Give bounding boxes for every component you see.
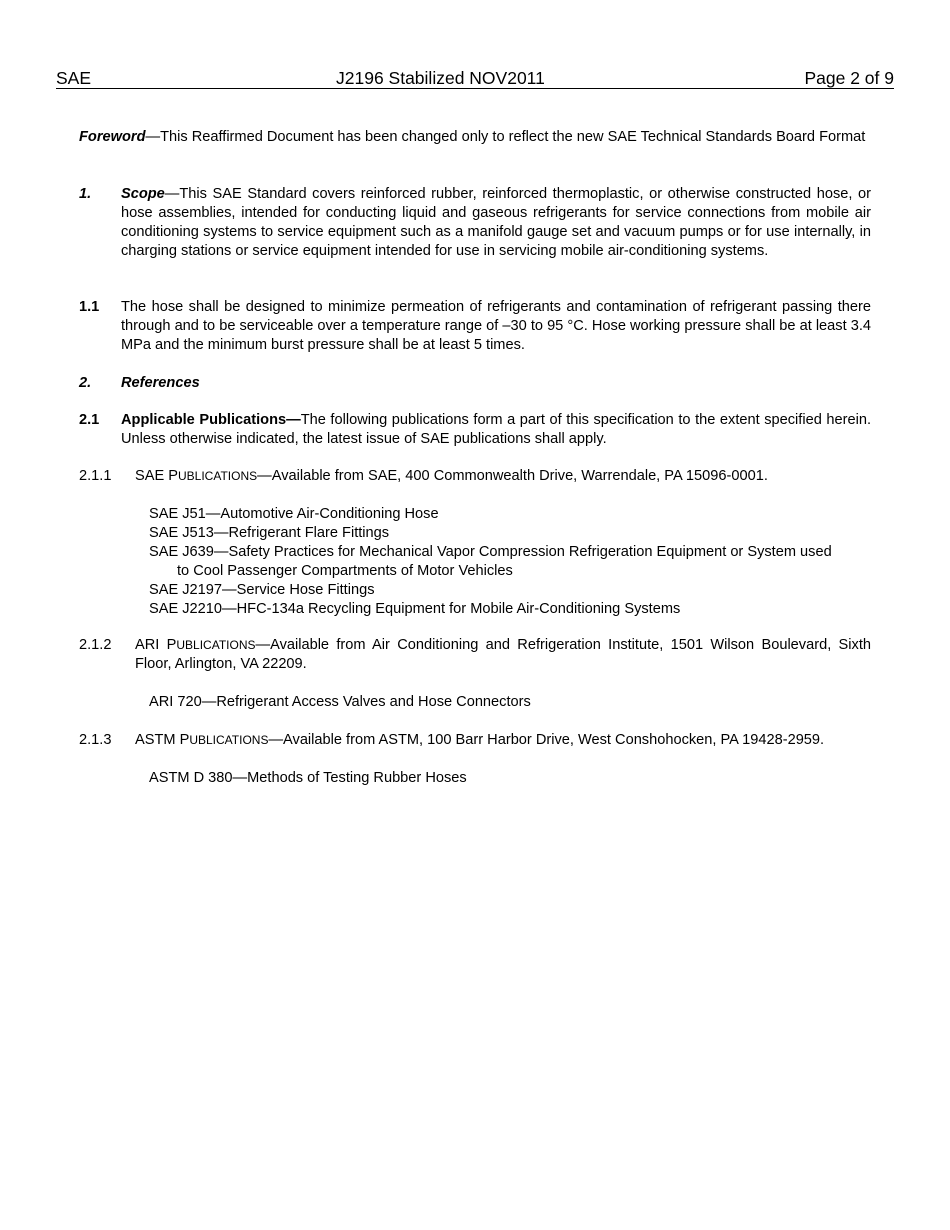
- scope-number: 1.: [79, 186, 92, 202]
- astm-publications-text: —Available from ASTM, 100 Barr Harbor Drive, West Conshohocken, PA 19428-2959.: [268, 732, 825, 748]
- scope-paragraph: [121, 185, 871, 261]
- reference-item: SAE J2197—Service Hose Fittings: [149, 582, 375, 598]
- ari-publications-org: ARI P: [135, 637, 177, 653]
- section-2-1-1-paragraph: [135, 467, 871, 486]
- section-2-1-label: Applicable Publications—: [121, 412, 301, 428]
- references-heading: References: [121, 375, 200, 391]
- reference-item: SAE J513—Refrigerant Flare Fittings: [149, 525, 390, 541]
- scope-label: Scope: [121, 186, 165, 202]
- section-2-1-number: 2.1: [79, 412, 100, 428]
- scope-text: —This SAE Standard covers reinforced rubber, reinforced thermoplastic, or otherwise constructed hose, or hose assemblies, intended for conducting liquid and gaseous refrigerants for service connections from mobile air conditioning systems to service equipment such as a manifold gauge set and vacuum pumps or for use internally, in charging stations or service equipment intended for use in servicing mobile air-conditioning systems.: [121, 186, 871, 259]
- astm-publications-smallcaps: UBLICATIONS: [189, 733, 269, 747]
- section-2-1-text: The following publications form a part of this specification to the extent specified herein. Unless otherwise indicated, the latest issue of SAE publications shall apply.: [121, 412, 871, 447]
- page-header: [56, 68, 894, 89]
- section-2-1-3-paragraph: [135, 731, 871, 750]
- header-org: SAE: [56, 68, 92, 88]
- astm-publications-org: ASTM P: [135, 732, 190, 748]
- ari-publications-text: —Available from Air Conditioning and Refrigeration Institute, 1501 Wilson Boulevard, Sixth Floor, Arlington, VA 22209.: [135, 637, 871, 672]
- foreword-label: Foreword: [79, 129, 146, 145]
- section-2-1-2-number: 2.1.2: [79, 637, 112, 653]
- reference-item: ASTM D 380—Methods of Testing Rubber Hoses: [149, 770, 467, 786]
- section-2-1-1-number: 2.1.1: [79, 468, 112, 484]
- reference-item: SAE J639—Safety Practices for Mechanical Vapor Compression Refrigeration Equipment or System used: [149, 544, 832, 560]
- reference-item-continuation: to Cool Passenger Compartments of Motor Vehicles: [177, 563, 513, 579]
- header-page-number: Page 2 of 9: [804, 68, 894, 88]
- section-2-1-3-number: 2.1.3: [79, 732, 112, 748]
- section-1-1-number: 1.1: [79, 299, 100, 315]
- section-2-1-2-paragraph: [135, 636, 871, 674]
- reference-item: SAE J2210—HFC-134a Recycling Equipment for Mobile Air-Conditioning Systems: [149, 601, 681, 617]
- sae-publications-text: —Available from SAE, 400 Commonwealth Drive, Warrendale, PA 15096-0001.: [257, 468, 768, 484]
- section-2-1-paragraph: [121, 411, 871, 449]
- sae-publications-smallcaps: UBLICATIONS: [178, 469, 258, 483]
- reference-item: ARI 720—Refrigerant Access Valves and Hose Connectors: [149, 694, 531, 710]
- foreword-text: —This Reaffirmed Document has been changed only to reflect the new SAE Technical Standards Board Format: [145, 129, 866, 145]
- reference-item: SAE J51—Automotive Air-Conditioning Hose: [149, 506, 439, 522]
- sae-publications-org: SAE P: [135, 468, 178, 484]
- references-number: 2.: [79, 375, 92, 391]
- ari-publications-smallcaps: UBLICATIONS: [176, 638, 256, 652]
- header-doc-id: J2196 Stabilized NOV2011: [336, 68, 545, 88]
- foreword-paragraph: [79, 128, 871, 147]
- section-1-1-text: The hose shall be designed to minimize permeation of refrigerants and contamination of refrigerant passing there through and to be serviceable over a temperature range of –30 to 95 °C. Hose working pressure shall be at least 3.4 MPa and the minimum burst pressure shall be at least 5 times.: [121, 299, 871, 353]
